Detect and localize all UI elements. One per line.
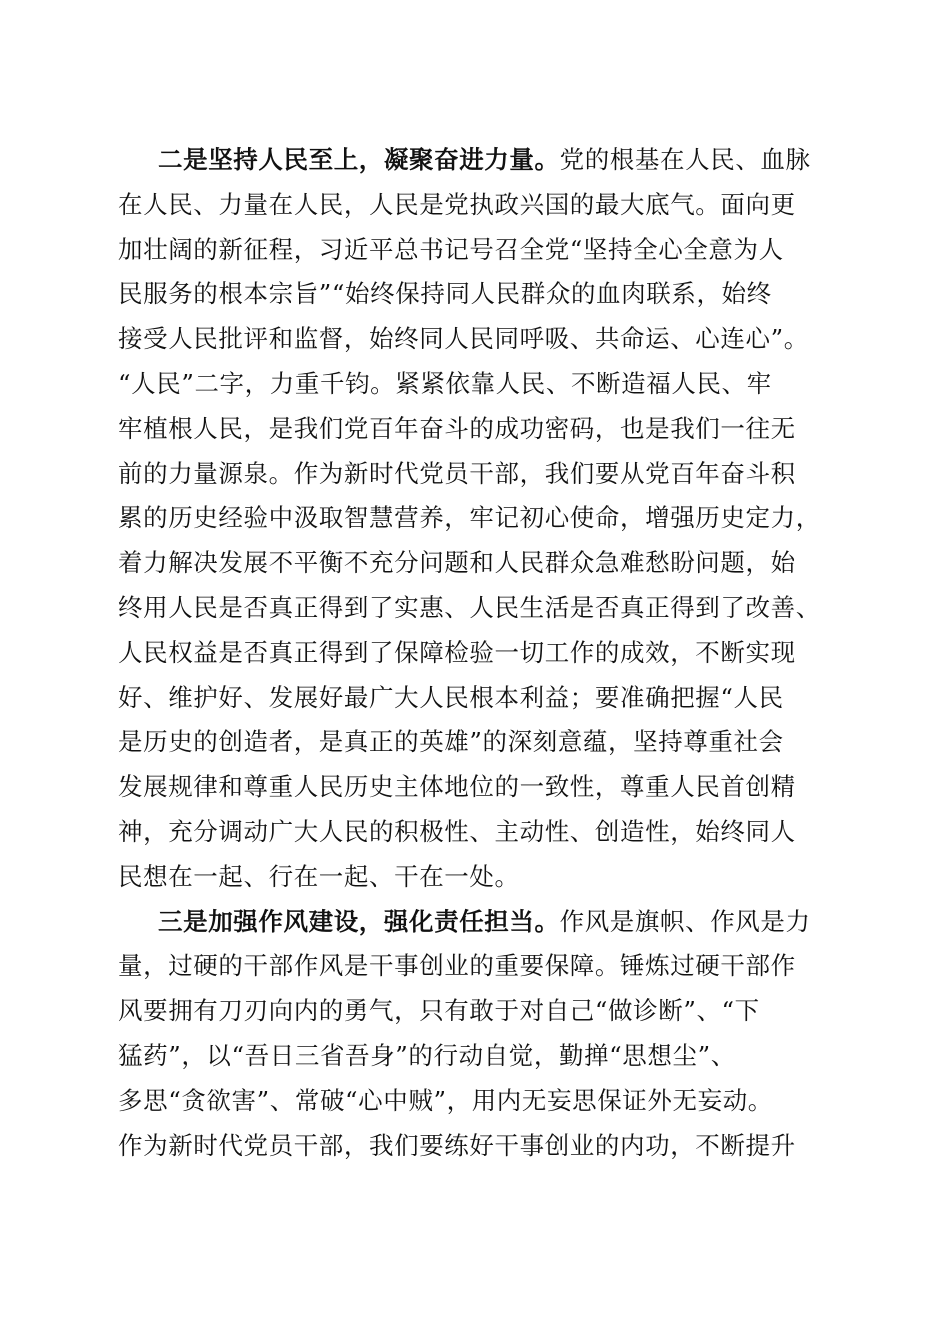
paragraph-text: 党的根基在人民、血脉 [559, 145, 811, 174]
paragraph-3 [118, 900, 840, 1169]
paragraph-line: 牢植根人民，是我们党百年奋斗的成功密码，也是我们一往无 [118, 413, 796, 443]
paragraph-line: 好、维护好、发展好最广大人民根本利益；要准确把握“人民 [118, 682, 784, 712]
body-text [118, 138, 840, 1168]
paragraph-line: 猛药”，以“吾日三省吾身”的行动自觉，勤掸“思想尘”、 [118, 1040, 736, 1070]
paragraph-heading: 三是加强作风建设，强化责任担当。 [158, 906, 560, 936]
paragraph-line: 累的历史经验中汲取智慧营养，牢记初心使命，增强历史定力， [118, 503, 821, 533]
paragraph-text: 作风是旗帜、作风是力 [559, 906, 811, 936]
paragraph-line [118, 900, 840, 945]
paragraph-line: 神，充分调动广大人民的积极性、主动性、创造性，始终同人 [118, 816, 796, 846]
paragraph-line: 人民权益是否真正得到了保障检验一切工作的成效，不断实现 [118, 637, 796, 667]
paragraph-line: “人民”二字，力重千钧。紧紧依靠人民、不断造福人民、牢 [118, 368, 772, 398]
paragraph-line: 着力解决发展不平衡不充分问题和人民群众急难愁盼问题，始 [118, 548, 796, 578]
paragraph-line: 风要拥有刀刃向内的勇气，只有敢于对自己“做诊断”、“下 [118, 996, 760, 1026]
paragraph-heading: 二是坚持人民至上，凝聚奋进力量。 [158, 145, 560, 174]
paragraph-line: 前的力量源泉。作为新时代党员干部，我们要从党百年奋斗积 [118, 458, 796, 488]
paragraph-line: 在人民、力量在人民，人民是党执政兴国的最大底气。面向更 [118, 189, 796, 219]
paragraph-line: 作为新时代党员干部，我们要练好干事创业的内功，不断提升 [118, 1130, 796, 1160]
paragraph-line: 加壮阔的新征程，习近平总书记号召全党“坚持全心全意为人 [118, 234, 784, 264]
paragraph-line: 民服务的根本宗旨”“始终保持同人民群众的血肉联系，始终 [118, 279, 772, 309]
paragraph-line: 民想在一起、行在一起、干在一处。 [118, 861, 520, 891]
paragraph-line: 是历史的创造者，是真正的英雄”的深刻意蕴，坚持尊重社会 [118, 727, 784, 757]
paragraph-line: 发展规律和尊重人民历史主体地位的一致性，尊重人民首创精 [118, 772, 796, 802]
paragraph-2 [118, 138, 840, 900]
paragraph-line: 终用人民是否真正得到了实惠、人民生活是否真正得到了改善、 [118, 592, 821, 622]
paragraph-line: 量，过硬的干部作风是干事创业的重要保障。锤炼过硬干部作 [118, 951, 796, 981]
paragraph-line: 接受人民批评和监督，始终同人民同呼吸、共命运、心连心”。 [118, 324, 809, 354]
paragraph-line [118, 138, 840, 183]
paragraph-line: 多思“贪欲害”、常破“心中贼”，用内无妄思保证外无妄动。 [118, 1085, 773, 1115]
